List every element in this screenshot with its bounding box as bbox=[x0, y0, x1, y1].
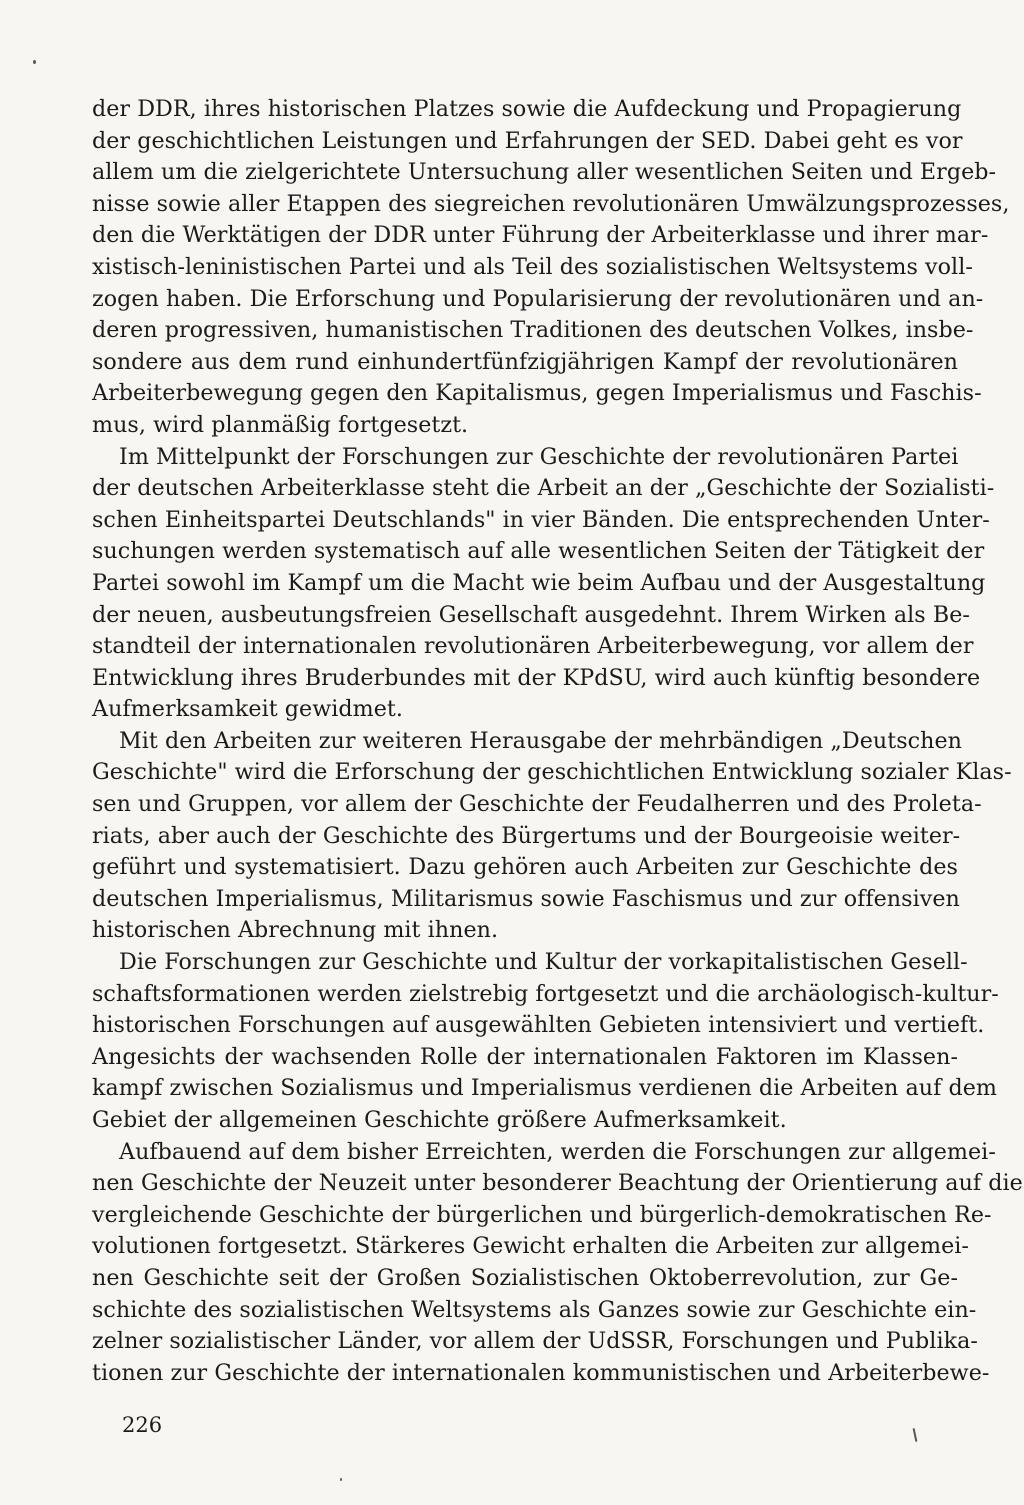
text-line: volutionen fortgesetzt. Stärkeres Gewicht erhalten die Arbeiten zur allgemei- bbox=[92, 1233, 969, 1260]
text-line: tionen zur Geschichte der internationalen kommunistischen und Arbeiterbewe- bbox=[92, 1359, 990, 1386]
text-line: den die Werktätigen der DDR unter Führung der Arbeiterklasse und ihrer mar- bbox=[92, 222, 989, 249]
text-line: deutschen Imperialismus, Militarismus sowie Faschismus und zur offensiven bbox=[92, 885, 960, 912]
text-line: Die Forschungen zur Geschichte und Kultur der vorkapitalistischen Gesell- bbox=[119, 949, 968, 976]
text-line: riats, aber auch der Geschichte des Bürgertums und der Bourgeoisie weiter- bbox=[92, 822, 961, 849]
text-line: sondere aus dem rund einhundertfünfzigjährigen Kampf der revolutionären bbox=[92, 348, 958, 375]
text-line: historischen Forschungen auf ausgewählten Gebieten intensiviert und vertieft. bbox=[92, 1012, 985, 1039]
text-line: Angesichts der wachsenden Rolle der internationalen Faktoren im Klassen- bbox=[92, 1043, 958, 1070]
text-line: nen Geschichte seit der Großen Sozialistischen Oktoberrevolution, zur Ge- bbox=[92, 1264, 958, 1291]
text-line: Gebiet der allgemeinen Geschichte größere Aufmerksamkeit. bbox=[92, 1107, 787, 1133]
text-line: vergleichende Geschichte der bürgerlichen und bürgerlich-demokratischen Re- bbox=[92, 1201, 992, 1228]
text-line: Aufbauend auf dem bisher Erreichten, werden die Forschungen zur allgemei- bbox=[119, 1138, 996, 1165]
text-line: zelner sozialistischer Länder, vor allem der UdSSR, Forschungen und Publika- bbox=[92, 1328, 978, 1355]
paragraph bbox=[92, 442, 995, 726]
text-line: der geschichtlichen Leistungen und Erfahrungen der SED. Dabei geht es vor bbox=[92, 127, 963, 154]
paragraph bbox=[92, 1137, 1023, 1390]
text-line: der neuen, ausbeutungsfreien Gesellschaft ausgedehnt. Ihrem Wirken als Be- bbox=[92, 601, 970, 628]
text-line: geführt und systematisiert. Dazu gehören auch Arbeiten zur Geschichte des bbox=[92, 854, 958, 881]
paragraph bbox=[92, 726, 1012, 947]
scan-speck bbox=[913, 1428, 918, 1442]
text-line: sen und Gruppen, vor allem der Geschichte der Feudalherren und des Proleta- bbox=[92, 791, 982, 818]
text-line: nisse sowie aller Etappen des siegreichen revolutionären Umwälzungsprozesses, bbox=[92, 190, 1010, 217]
body-text bbox=[92, 94, 1023, 1389]
text-line: xistisch-leninistischen Partei und als Teil des sozialistischen Weltsystems voll- bbox=[92, 253, 973, 280]
text-line: der DDR, ihres historischen Platzes sowie die Aufdeckung und Propagierung bbox=[92, 96, 962, 122]
text-line: nen Geschichte der Neuzeit unter besonderer Beachtung der Orientierung auf die bbox=[92, 1170, 1023, 1197]
text-line: Entwicklung ihres Bruderbundes mit der KPdSU, wird auch künftig besondere bbox=[92, 664, 981, 691]
text-line: Aufmerksamkeit gewidmet. bbox=[92, 696, 404, 723]
paragraph bbox=[92, 94, 1010, 442]
text-line: Geschichte" wird die Erforschung der geschichtlichen Entwicklung sozialer Klas- bbox=[92, 759, 1012, 786]
text-line: suchungen werden systematisch auf alle wesentlichen Seiten der Tätigkeit der bbox=[92, 538, 985, 565]
text-line: deren progressiven, humanistischen Traditionen des deutschen Volkes, insbe- bbox=[92, 317, 974, 344]
text-line: schichte des sozialistischen Weltsystems als Ganzes sowie zur Geschichte ein- bbox=[92, 1296, 977, 1323]
text-line: Im Mittelpunkt der Forschungen zur Geschichte der revolutionären Partei bbox=[119, 443, 959, 470]
text-line: mus, wird planmäßig fortgesetzt. bbox=[92, 411, 469, 438]
text-line: standteil der internationalen revolutionären Arbeiterbewegung, vor allem der bbox=[92, 633, 974, 660]
page-number: 226 bbox=[122, 1413, 163, 1437]
text-line: Arbeiterbewegung gegen den Kapitalismus, gegen Imperialismus und Faschis- bbox=[92, 380, 982, 407]
text-line: Partei sowohl im Kampf um die Macht wie beim Aufbau und der Ausgestaltung bbox=[92, 569, 986, 596]
paragraph bbox=[92, 947, 999, 1137]
text-line: Mit den Arbeiten zur weiteren Herausgabe der mehrbändigen „Deutschen bbox=[119, 727, 962, 754]
text-line: zogen haben. Die Erforschung und Popularisierung der revolutionären und an- bbox=[92, 285, 984, 312]
text-line: kampf zwischen Sozialismus und Imperialismus verdienen die Arbeiten auf dem bbox=[92, 1075, 997, 1102]
text-line: allem um die zielgerichtete Untersuchung aller wesentlichen Seiten und Ergeb- bbox=[92, 159, 997, 186]
text-line: schaftsformationen werden zielstrebig fortgesetzt und die archäologisch-kultur- bbox=[92, 980, 999, 1007]
text-line: der deutschen Arbeiterklasse steht die Arbeit an der „Geschichte der Sozialisti- bbox=[92, 475, 995, 502]
text-line: schen Einheitspartei Deutschlands" in vier Bänden. Die entsprechenden Unter- bbox=[92, 506, 990, 533]
text-line: historischen Abrechnung mit ihnen. bbox=[92, 917, 499, 944]
scan-speck bbox=[340, 1478, 342, 1481]
scan-speck bbox=[33, 60, 36, 64]
